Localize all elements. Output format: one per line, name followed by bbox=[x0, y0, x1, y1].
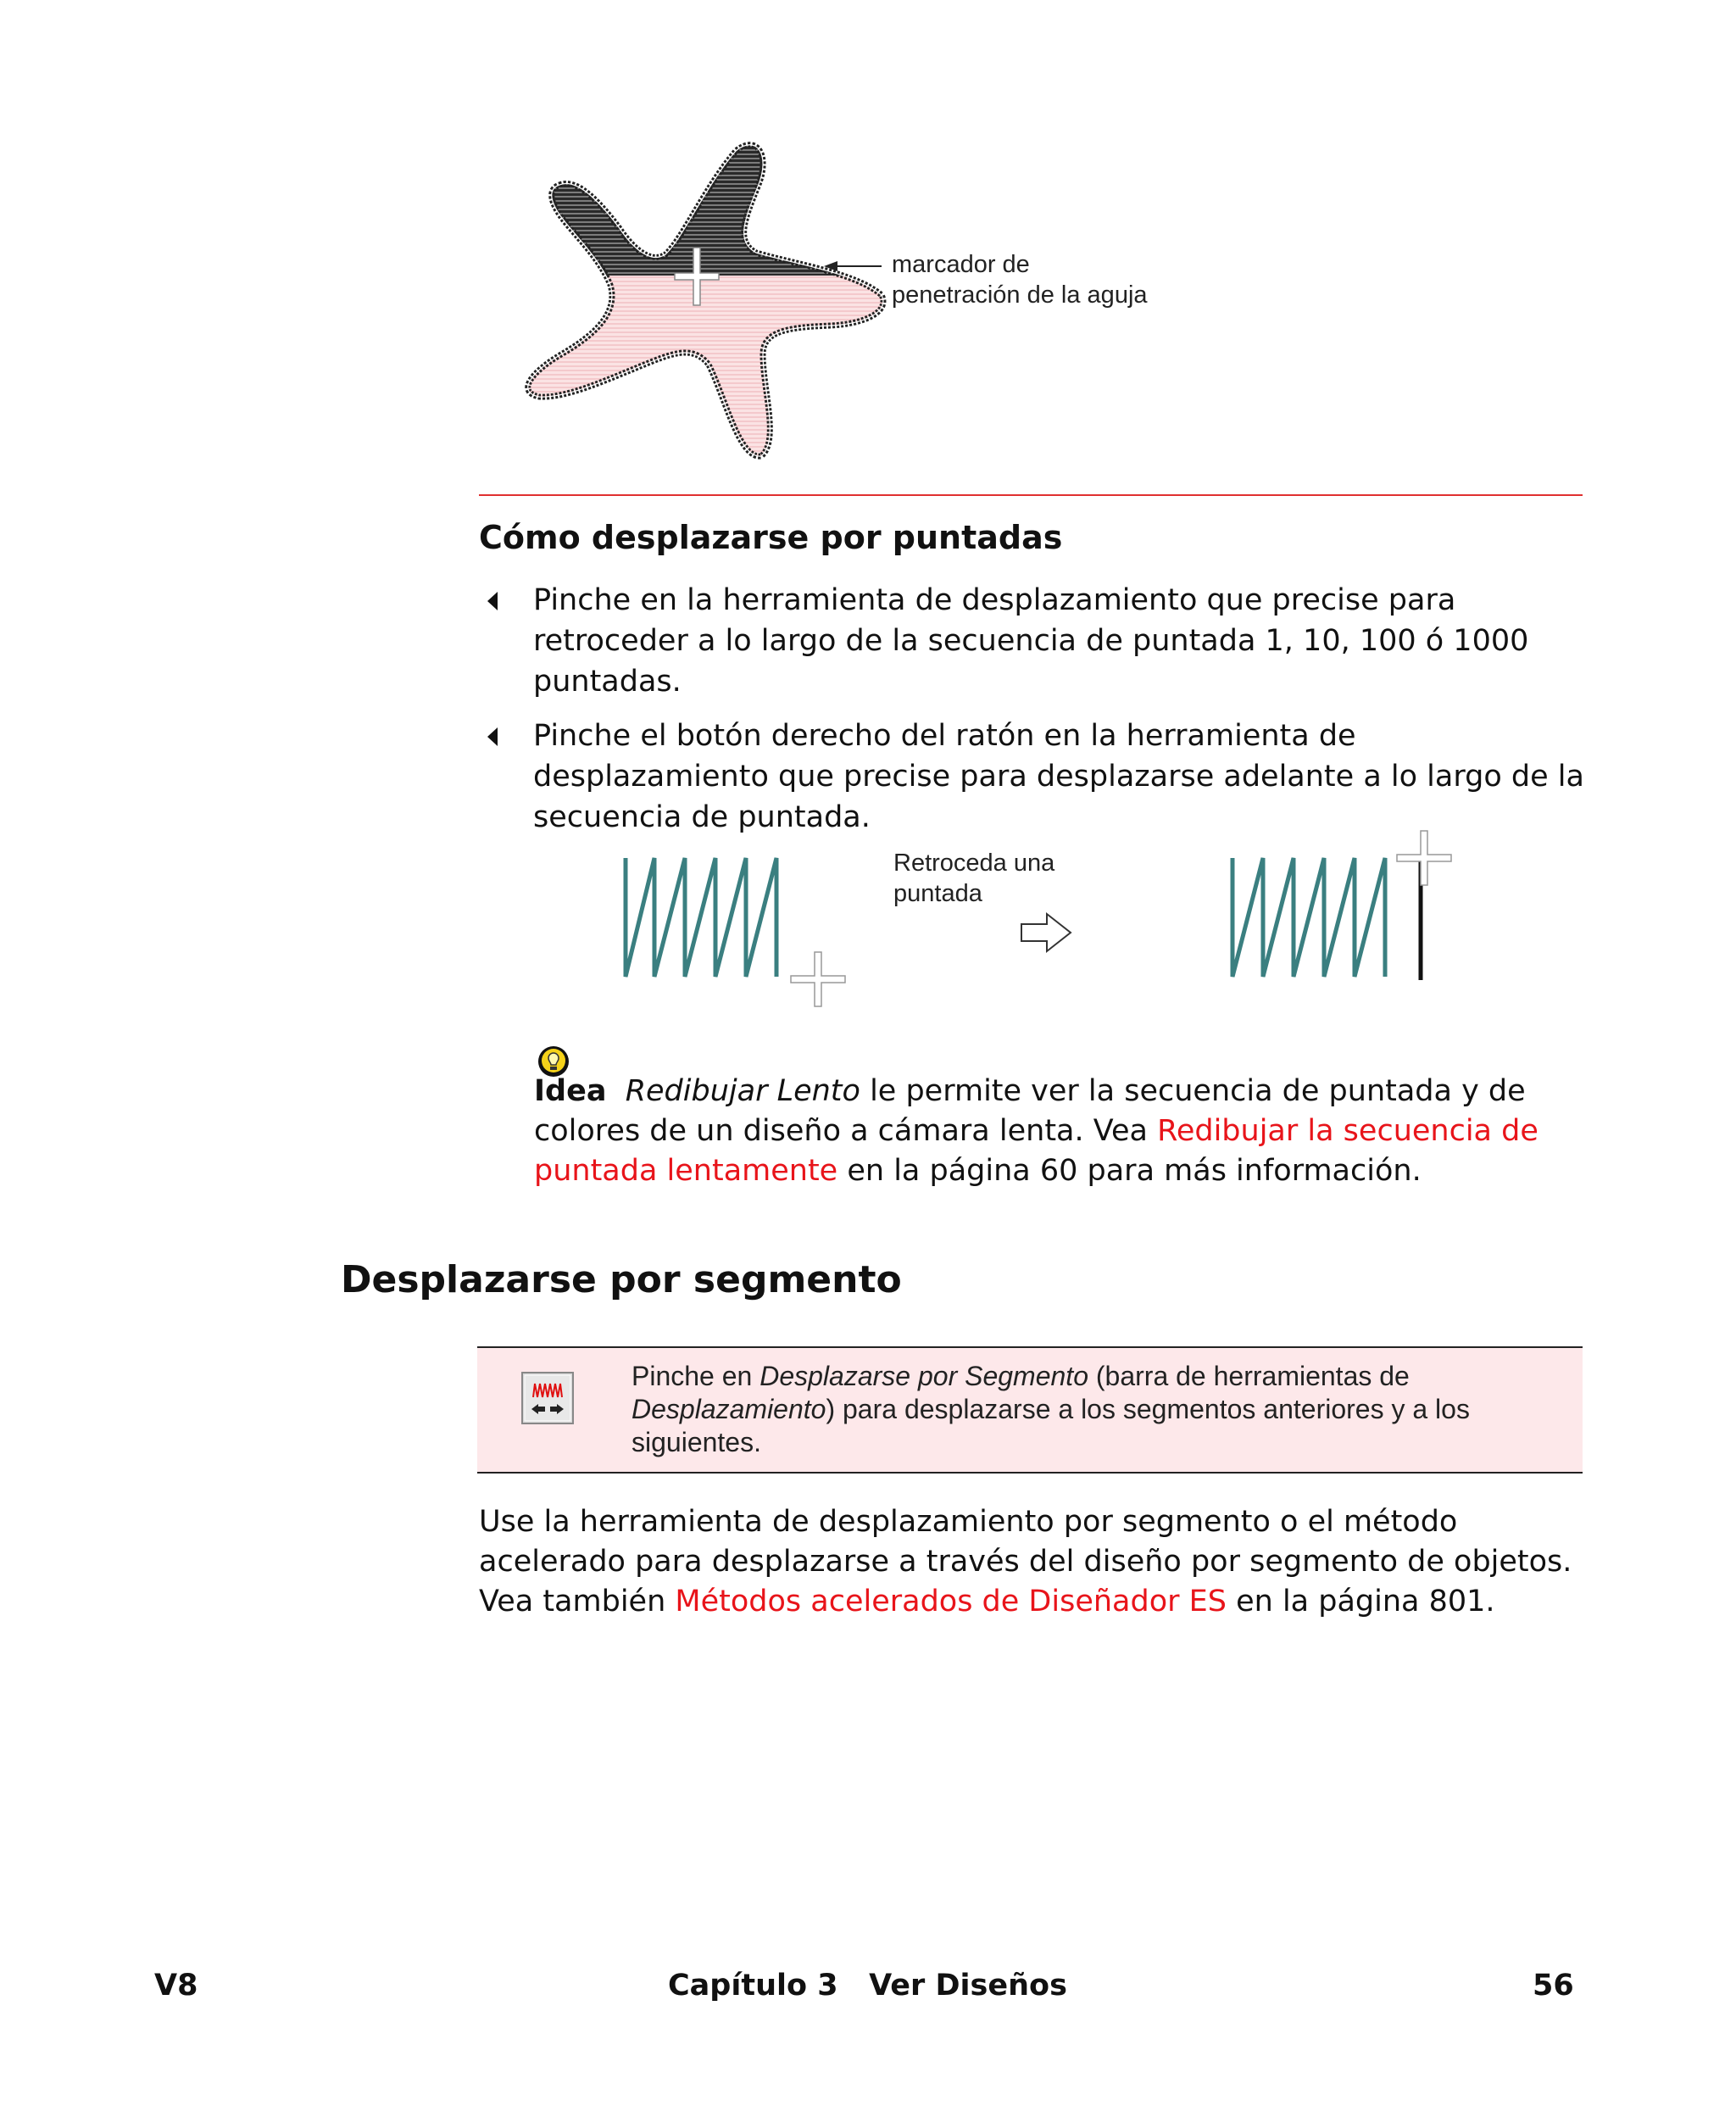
section-divider bbox=[479, 494, 1583, 496]
list-item-text: Pinche el botón derecho del ratón en la herramienta de desplazamiento que precise para desplazarse adelante a lo largo de la secuencia de puntada. bbox=[533, 719, 1584, 834]
starfish-stitch-figure bbox=[509, 127, 1271, 483]
toolbar-note-text bbox=[632, 1360, 1564, 1459]
tip-link[interactable]: Redibujar la secuencia de puntada lentamente bbox=[534, 1114, 1538, 1188]
note-mid: (barra de herramientas de bbox=[1088, 1361, 1410, 1391]
stitch-back-figure bbox=[593, 814, 1483, 1026]
stitch-label-line-2: puntada bbox=[893, 880, 982, 907]
bullet-triangle-icon bbox=[487, 592, 498, 610]
tip-keyword: Idea bbox=[534, 1074, 607, 1108]
needle-marker-callout bbox=[892, 249, 1148, 310]
tip-paragraph bbox=[534, 1072, 1585, 1191]
callout-line-2: penetración de la aguja bbox=[892, 281, 1148, 309]
stitch-zigzag-before bbox=[626, 858, 776, 977]
tip-tool-name: Redibujar Lento bbox=[625, 1074, 860, 1108]
needle-marker-before bbox=[791, 952, 845, 1006]
right-arrow-icon bbox=[1021, 914, 1071, 951]
toolbar-note-box bbox=[477, 1346, 1583, 1474]
list-item-text: Pinche en la herramienta de desplazamiento que precise para retroceder a lo largo de la secuencia de puntada 1, 10, 100 ó 1000 puntadas. bbox=[533, 583, 1529, 699]
note-tool-name: Desplazarse por Segmento bbox=[760, 1361, 1088, 1391]
starfish-shape bbox=[509, 127, 932, 483]
needle-marker-after bbox=[1397, 831, 1451, 885]
callout-arrow bbox=[824, 261, 882, 271]
list-item bbox=[479, 580, 1589, 702]
footer-version: V8 bbox=[154, 1969, 198, 2003]
stitch-figure-label bbox=[893, 848, 1054, 909]
para-text: Use la herramienta de desplazamiento por segmento o el método acelerado para desplazarse a través del diseño por segmento de objetos. Vea también bbox=[479, 1505, 1572, 1618]
para-link[interactable]: Métodos acelerados de Diseñador ES bbox=[675, 1585, 1227, 1618]
body-paragraph bbox=[479, 1502, 1589, 1622]
footer-page-number: 56 bbox=[1533, 1969, 1574, 2003]
tip-text-2: en la página 60 para más información. bbox=[837, 1154, 1422, 1188]
note-post: ) para desplazarse a los segmentos anteriores y a los siguientes. bbox=[632, 1394, 1470, 1457]
stitch-zigzag-after bbox=[1232, 858, 1385, 977]
footer-chapter: Capítulo 3 Ver Diseños bbox=[668, 1969, 1067, 2003]
stitch-label-line-1: Retroceda una bbox=[893, 850, 1055, 877]
note-pre: Pinche en bbox=[632, 1361, 760, 1391]
section-heading: Cómo desplazarse por puntadas bbox=[479, 519, 1063, 556]
instruction-list bbox=[479, 580, 1589, 851]
scroll-by-segment-tool-icon bbox=[521, 1372, 574, 1424]
page-section-heading: Desplazarse por segmento bbox=[341, 1258, 902, 1301]
callout-line-1: marcador de bbox=[892, 251, 1030, 278]
bullet-triangle-icon bbox=[487, 727, 498, 746]
tip-text-1: le permite ver la secuencia de puntada y de colores de un diseño a cámara lenta. Vea bbox=[534, 1074, 1526, 1148]
para-end: en la página 801. bbox=[1226, 1585, 1495, 1618]
note-toolbar-name: Desplazamiento bbox=[632, 1394, 826, 1424]
